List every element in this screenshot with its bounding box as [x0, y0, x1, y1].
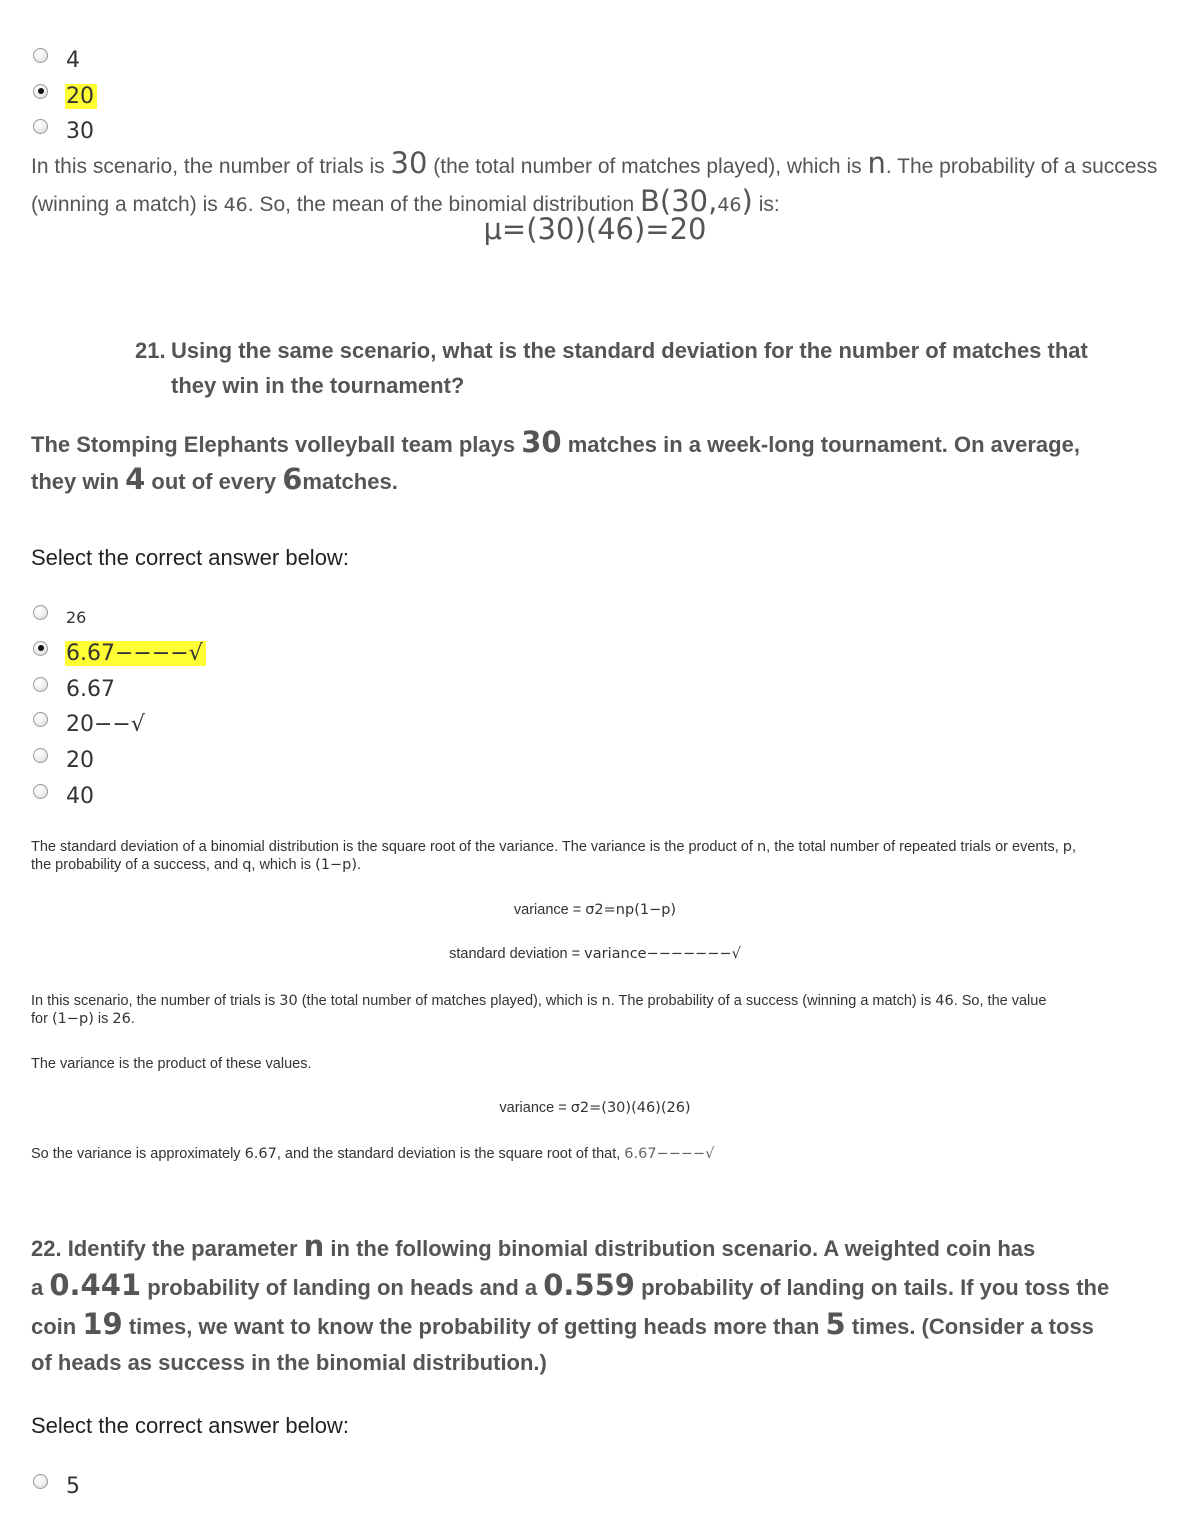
explanation-sentence: The variance is the product of these values.	[31, 1056, 312, 1072]
answer-option[interactable]	[33, 603, 89, 631]
answer-option[interactable]	[33, 746, 97, 774]
option-label: 6.67−−−−√	[65, 641, 206, 666]
radio-button[interactable]	[33, 119, 48, 134]
radio-button[interactable]	[33, 748, 48, 763]
explanation-paragraph: In this scenario, the number of trials is 30 (the total number of matches played), which is n. The probability of a success (winning a match) is 46. So, the mean of the binomial distribution B(30,46) is:	[31, 146, 1158, 218]
option-label: 26	[66, 607, 87, 627]
option-label: 20	[66, 747, 94, 773]
radio-button[interactable]	[33, 48, 48, 63]
radio-button[interactable]	[33, 677, 48, 692]
radio-button-checked[interactable]	[33, 84, 48, 99]
select-instruction: Select the correct answer below:	[31, 545, 349, 570]
answer-option[interactable]	[33, 675, 118, 703]
option-label: 5	[66, 1473, 80, 1499]
answer-option-selected[interactable]	[33, 82, 97, 110]
option-label: 4	[66, 47, 80, 73]
std-dev-formula: standard deviation = variance−−−−−−−√	[449, 946, 741, 962]
answer-option-selected[interactable]	[33, 639, 206, 667]
explanation-paragraph: The standard deviation of a binomial distribution is the square root of the variance. The variance is the product of n, the total number of repeated trials or events, p, the probability of a success, and q, which is (1−p).	[31, 839, 1077, 873]
answer-option[interactable]	[33, 782, 97, 810]
radio-button-checked[interactable]	[33, 641, 48, 656]
question-22: 22. Identify the parameter n in the following binomial distribution scenario. A weighted coin has a 0.441 probability of landing on heads and a 0.559 probability of landing on tails. If you toss the coin 19 times, we want to know the probability of getting heads more than 5 times. (Consider a toss of heads as success in the binomial distribution.)	[31, 1229, 1110, 1375]
question-number: 21.	[135, 338, 166, 363]
question-scenario: The Stomping Elephants volleyball team plays 30 matches in a week-long tournament. On average, they win 4 out of every 6matches.	[31, 425, 1080, 496]
option-label: 30	[66, 118, 94, 144]
variance-calculation: variance = σ2=(30)(46)(26)	[499, 1100, 691, 1116]
option-label: 40	[66, 783, 94, 809]
option-label: 20	[65, 84, 97, 109]
select-instruction: Select the correct answer below:	[31, 1413, 349, 1438]
answer-option[interactable]	[33, 46, 83, 74]
radio-button[interactable]	[33, 605, 48, 620]
radio-button[interactable]	[33, 784, 48, 799]
answer-option[interactable]	[33, 117, 97, 145]
answer-option[interactable]	[33, 710, 148, 738]
option-label: 20−−√	[66, 711, 145, 737]
question-title: Using the same scenario, what is the standard deviation for the number of matches that they win in the tournament?	[171, 338, 1088, 398]
explanation-paragraph: In this scenario, the number of trials is 30 (the total number of matches played), which is n. The probability of a success (winning a match) is 46. So, the value for (1−p) is 26.	[31, 993, 1047, 1027]
answer-option[interactable]	[33, 1472, 83, 1500]
variance-formula: variance = σ2=np(1−p)	[513, 902, 677, 918]
mean-formula: μ=(30)(46)=20	[483, 212, 707, 246]
radio-button[interactable]	[33, 712, 48, 727]
radio-button[interactable]	[33, 1474, 48, 1489]
explanation-conclusion: So the variance is approximately 6.67, and the standard deviation is the square root of that, 6.67−−−−√	[31, 1146, 715, 1162]
option-label: 6.67	[66, 676, 115, 702]
